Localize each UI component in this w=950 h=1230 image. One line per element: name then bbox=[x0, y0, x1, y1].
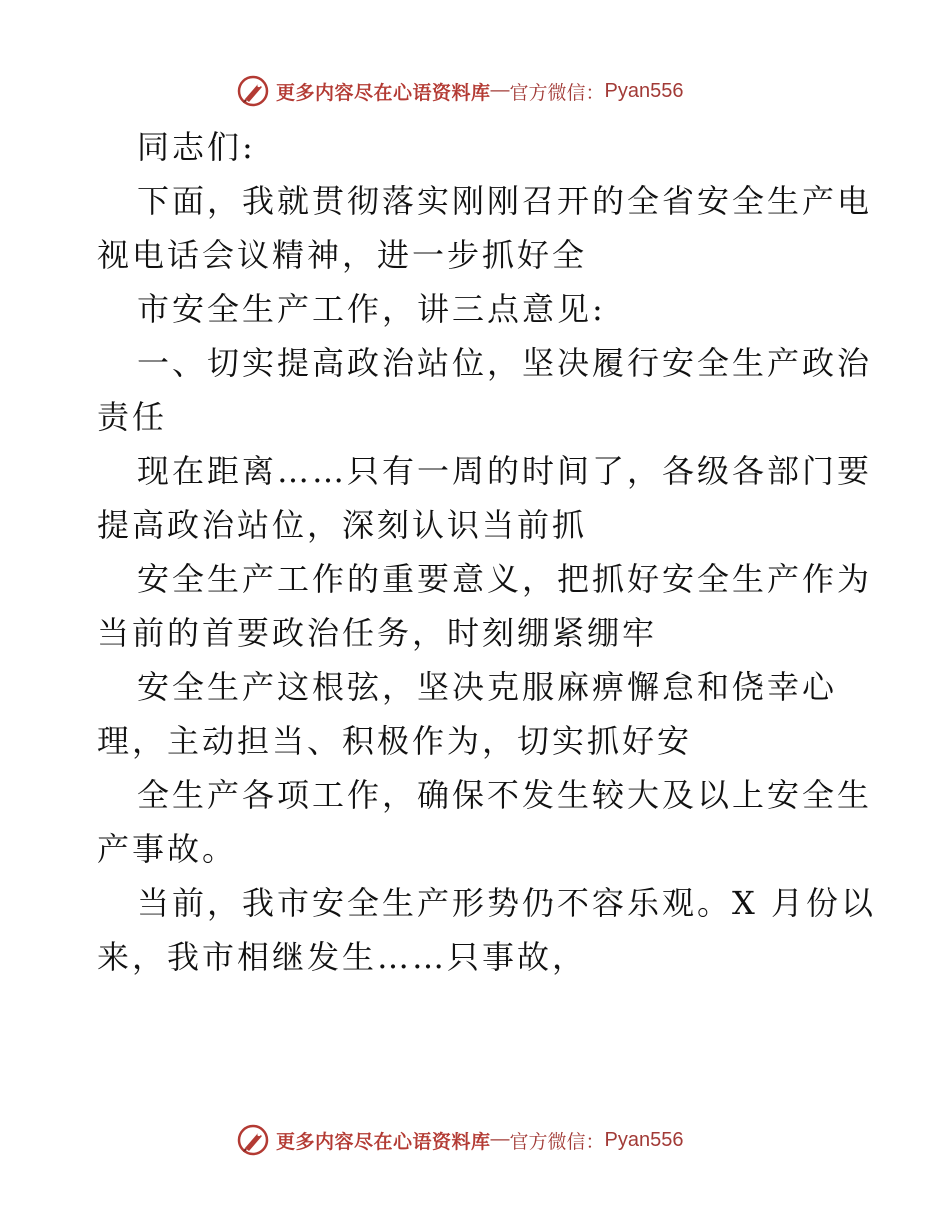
text-line: 产事故。 bbox=[97, 830, 238, 868]
text-line: 当前，我市安全生产形势仍不容乐观。X 月份以 bbox=[137, 884, 876, 922]
pen-logo-icon bbox=[236, 1123, 270, 1157]
banner-site-text: 更多内容尽在心语资料库 bbox=[276, 1130, 491, 1153]
text-line: 一、切实提高政治站位，坚决履行安全生产政治 bbox=[137, 344, 873, 382]
banner-site-text: 更多内容尽在心语资料库 bbox=[276, 81, 491, 104]
text-line: 来，我市相继发生……只事故， bbox=[97, 938, 588, 976]
text-line: 同志们: bbox=[137, 128, 256, 166]
header-banner bbox=[236, 73, 684, 109]
banner-wechat-id: Pyan556 bbox=[604, 1128, 684, 1151]
text-line: 安全生产工作的重要意义，把抓好安全生产作为 bbox=[137, 560, 873, 598]
banner-dash: — bbox=[490, 1129, 510, 1150]
pen-logo-icon bbox=[236, 74, 270, 108]
text-line: 市安全生产工作，讲三点意见: bbox=[137, 290, 606, 328]
footer-banner bbox=[236, 1122, 684, 1158]
document-body bbox=[97, 120, 876, 984]
banner-wechat-label: 官方微信： bbox=[509, 1130, 605, 1153]
text-line: 责任 bbox=[97, 398, 168, 436]
banner-dash: — bbox=[490, 80, 510, 101]
text-line: 现在距离……只有一周的时间了，各级各部门要 bbox=[137, 452, 873, 490]
banner-wechat-id: Pyan556 bbox=[604, 79, 684, 102]
text-line: 提高政治站位，深刻认识当前抓 bbox=[97, 506, 588, 544]
text-line: 安全生产这根弦，坚决克服麻痹懈怠和侥幸心 bbox=[137, 668, 838, 706]
text-line: 下面，我就贯彻落实刚刚召开的全省安全生产电 bbox=[137, 182, 873, 220]
text-line: 视电话会议精神，进一步抓好全 bbox=[97, 236, 588, 274]
text-line: 当前的首要政治任务，时刻绷紧绷牢 bbox=[97, 614, 658, 652]
text-line: 全生产各项工作，确保不发生较大及以上安全生 bbox=[137, 776, 873, 814]
text-line: 理，主动担当、积极作为，切实抓好安 bbox=[97, 722, 693, 760]
banner-wechat-label: 官方微信： bbox=[509, 81, 605, 104]
